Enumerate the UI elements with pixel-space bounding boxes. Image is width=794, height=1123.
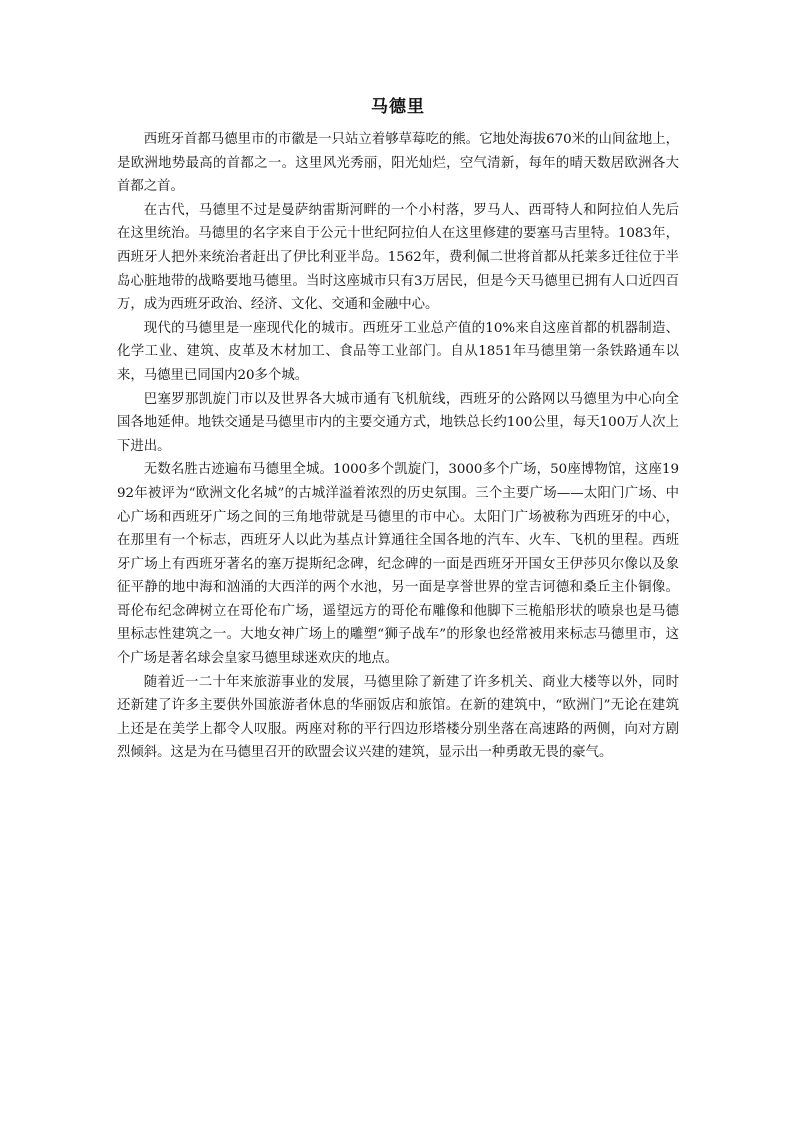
paragraph-2: 在古代，马德里不过是曼萨纳雷斯河畔的一个小村落，罗马人、西哥特人和阿拉伯人先后在这里统治。马德里的名字来自于公元十世纪阿拉伯人在这里修建的要塞马吉里特。1083年，西班牙人把外来统治者赶出了伊比利亚半岛。1562年，费利佩二世将首都从托莱多迁往位于半岛心脏地带的战略要地马德里。当时这座城市只有3万居民，但是今天马德里已拥有人口近四百万，成为西班牙政治、经济、文化、交通和金融中心。 (117, 202, 679, 313)
paragraph-1: 西班牙首都马德里市的市徽是一只站立着够草莓吃的熊。它地处海拔670米的山间盆地上，是欧洲地势最高的首都之一。这里风光秀丽，阳光灿烂，空气清新，每年的晴天数居欧洲各大首都之首。 (117, 132, 679, 195)
paragraph-4: 巴塞罗那凯旋门市以及世界各大城市通有飞机航线，西班牙的公路网以马德里为中心向全国各地延伸。地铁交通是马德里市内的主要交通方式，地铁总长约100公里，每天100万人次上下进出。 (117, 391, 679, 454)
paragraph-6: 随着近一二十年来旅游事业的发展，马德里除了新建了许多机关、商业大楼等以外，同时还新建了许多主要供外国旅游者休息的华丽饭店和旅馆。在新的建筑中，“欧洲门”无论在建筑上还是在美学上都令人叹服。两座对称的平行四边形塔楼分别坐落在高速路的两侧，向对方剧烈倾斜。这是为在马德里召开的欧盟会议兴建的建筑，显示出一种勇敢无畏的豪气。 (117, 674, 679, 761)
document-title: 马德里 (371, 97, 425, 117)
paragraph-5: 无数名胜古迹遍布马德里全城。1000多个凯旋门，3000多个广场，50座博物馆，这座1992年被评为“欧洲文化名城”的古城洋溢着浓烈的历史氛围。三个主要广场——太阳门广场、中心广场和西班牙广场之间的三角地带就是马德里的市中心。太阳门广场被称为西班牙的中心，在那里有一个标志，西班牙人以此为基点计算通往全国各地的汽车、火车、飞机的里程。西班牙广场上有西班牙著名的塞万提斯纪念碑，纪念碑的一面是西班牙开国女王伊莎贝尔像以及象征平静的地中海和汹涌的大西洋的两个水池，另一面是享誉世界的堂吉诃德和桑丘主仆铜像。哥伦布纪念碑树立在哥伦布广场，遥望远方的哥伦布雕像和他脚下三桅船形状的喷泉也是马德里标志性建筑之一。大地女神广场上的雕塑“狮子战车”的形象也经常被用来标志马德里市，这个广场是著名球会皇家马德里球迷欢庆的地点。 (117, 462, 679, 667)
document-page (117, 96, 679, 765)
paragraph-3: 现代的马德里是一座现代化的城市。西班牙工业总产值的10%来自这座首都的机器制造、化学工业、建筑、皮革及木材加工、食品等工业部门。自从1851年马德里第一条铁路通车以来，马德里已同国内20多个城。 (117, 320, 679, 383)
